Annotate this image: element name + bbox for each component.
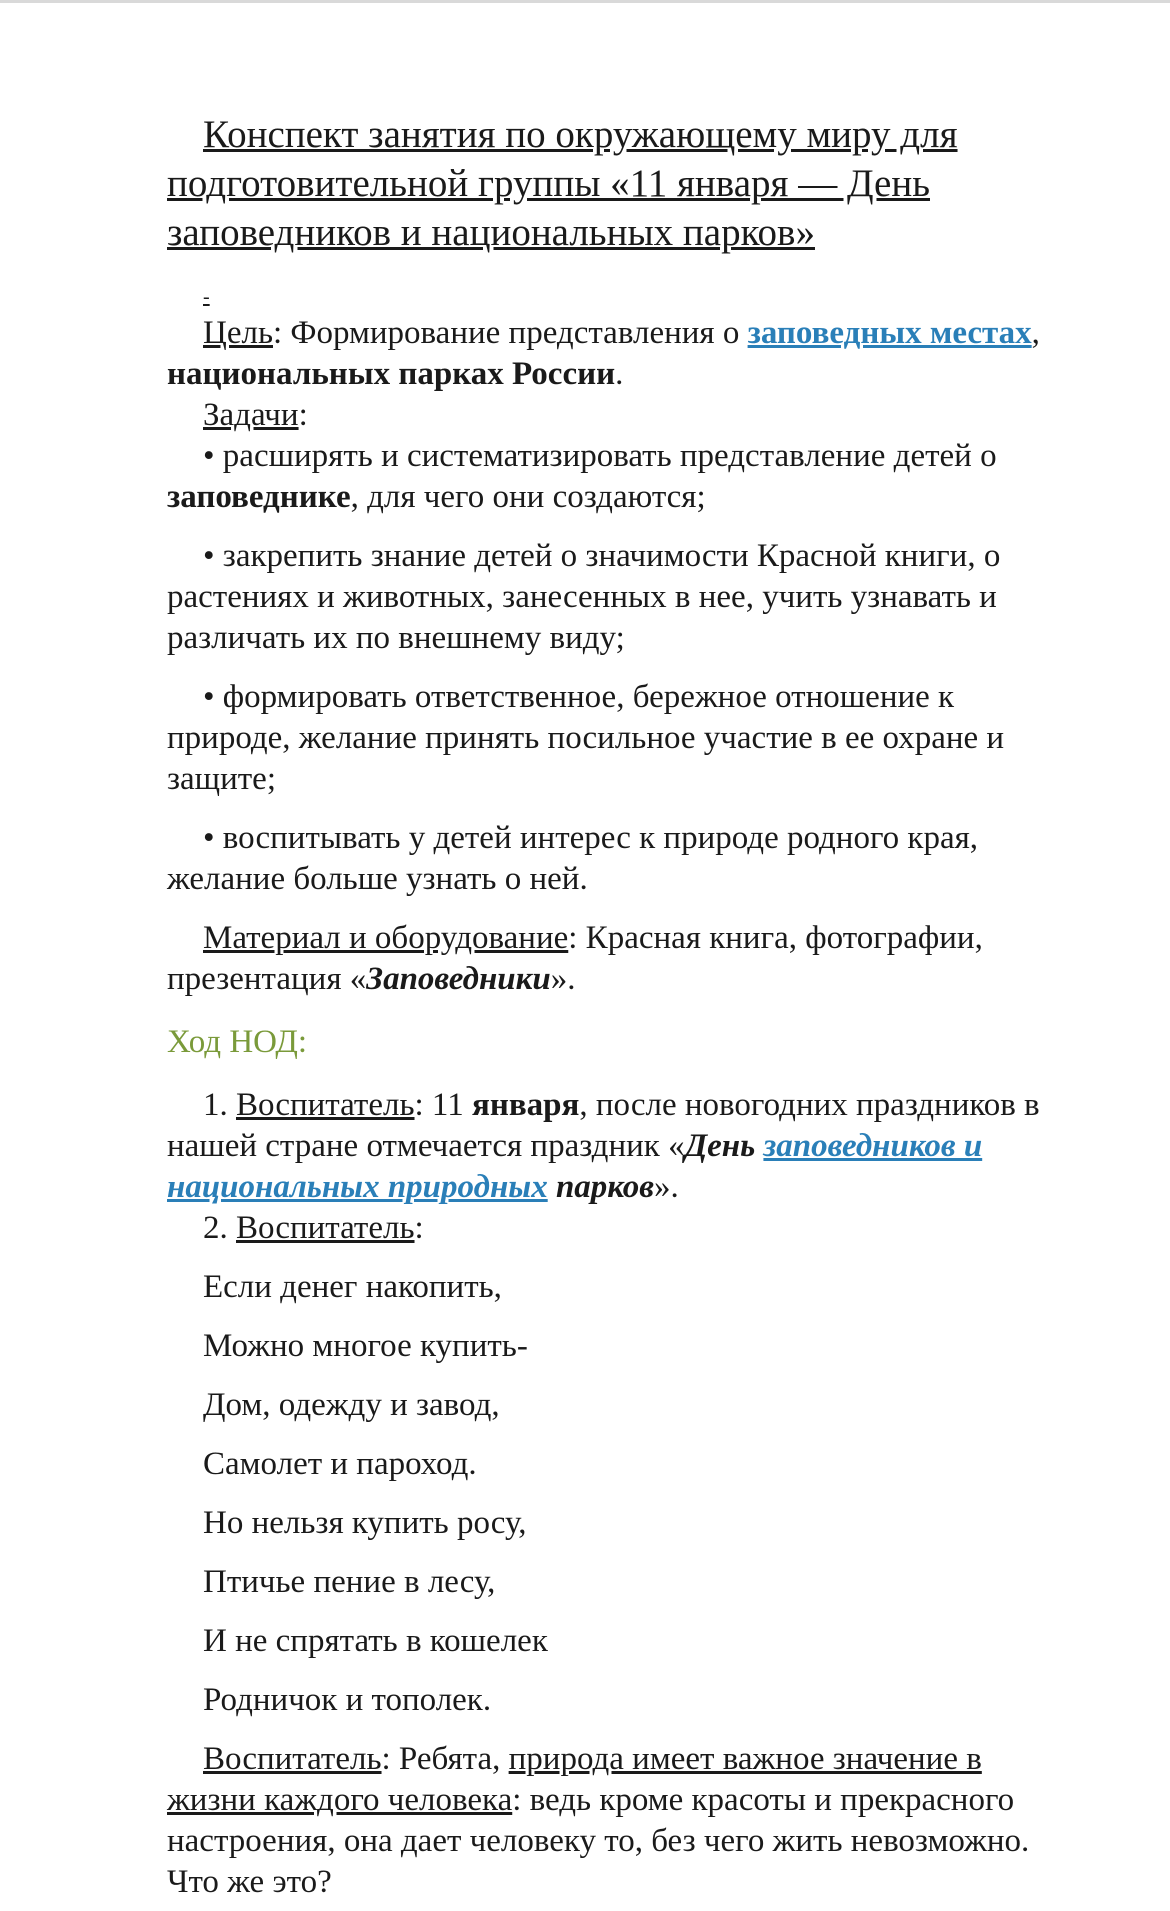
poem-line: Но нельзя купить росу, — [203, 1505, 527, 1541]
progress-heading: Ход НОД: — [167, 1024, 308, 1060]
poem-line: Можно многое купить- — [203, 1328, 528, 1364]
task-item: • закрепить знание детей о значимости Красной книги, о растениях и животных, занесенных в нее, учить узнавать и различать их по внешнему виду; — [167, 538, 1001, 656]
task-item: • воспитывать у детей интерес к природе родного края, желание больше узнать о ней. — [167, 820, 979, 897]
task-item: • формировать ответственное, бережное отношение к природе, желание принять посильное участие в ее охране и защите; — [167, 679, 1005, 797]
poem-line: Самолет и пароход. — [203, 1446, 477, 1482]
dash-marker: - — [203, 286, 210, 308]
task-item: • расширять и систематизировать представление детей о заповеднике, для чего они создаются; — [167, 438, 997, 515]
material-paragraph: Материал и оборудование: Красная книга, фотографии, презентация «Заповедники». — [167, 920, 983, 997]
page-title: Конспект занятия по окружающему миру для подготовительной группы «11 января — День заповедников и национальных парков» — [167, 113, 958, 254]
reserved-places-link[interactable]: заповедных местах — [747, 315, 1032, 351]
step-1: 1. Воспитатель: 11 января, после новогодних праздников в нашей стране отмечается праздник «День заповедников и национальных природных парков». — [167, 1087, 1040, 1205]
poem-line: И не спрятать в кошелек — [203, 1623, 548, 1659]
poem-line: Дом, одежду и завод, — [203, 1387, 500, 1423]
step-2: 2. Воспитатель: — [203, 1210, 424, 1246]
poem-line: Если денег накопить, — [203, 1269, 502, 1305]
article — [167, 110, 1077, 1903]
goal-label: Цель — [203, 315, 273, 351]
poem-line: Птичье пение в лесу, — [203, 1564, 496, 1600]
tasks-label: Задачи: — [203, 397, 308, 433]
top-divider — [0, 0, 1170, 3]
reserves-parks-link[interactable]: заповедников и национальных природных — [167, 1128, 983, 1205]
final-paragraph: Воспитатель: Ребята, природа имеет важное значение в жизни каждого человека: ведь кроме красоты и прекрасного настроения, она дает человеку то, без чего жить невозможно. Что же это? — [167, 1741, 1030, 1900]
poem-line: Родничок и тополек. — [203, 1682, 492, 1718]
goal-paragraph: Цель: Формирование представления о заповедных местах, национальных парках России. — [167, 315, 1040, 392]
